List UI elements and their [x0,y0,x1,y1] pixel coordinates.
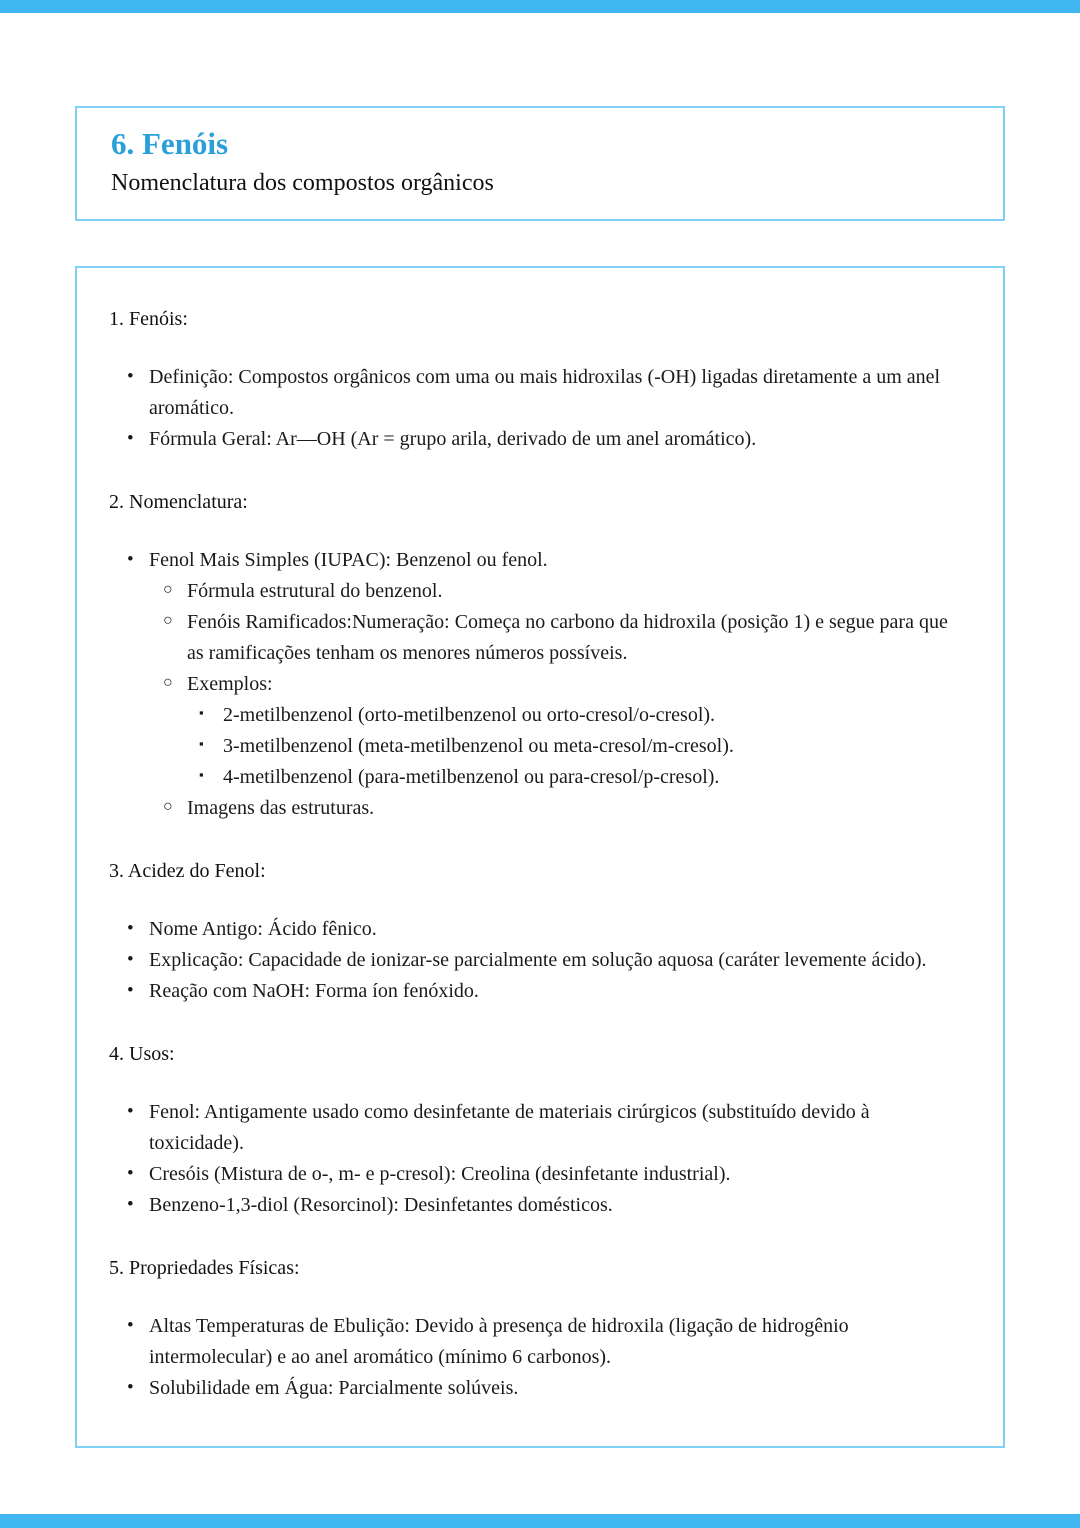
bullet-icon: ▪ [199,766,204,782]
section-heading: 4. Usos: [109,1042,175,1065]
list-item [109,607,969,669]
bullet-icon: • [127,979,134,1001]
bottom-accent-bar [0,1514,1080,1528]
page-title: 6. Fenóis [111,126,229,161]
bullet-icon: ▪ [199,704,204,720]
page-subtitle: Nomenclatura dos compostos orgânicos [111,169,494,196]
list-item-text: Fenol Mais Simples (IUPAC): Benzenol ou fenol. [149,548,548,571]
bullet-icon: • [127,1376,134,1398]
list-item [109,576,969,607]
bullet-icon: • [127,1100,134,1122]
notes-card [75,266,1005,1448]
list-item [109,1097,969,1159]
bullet-icon: • [127,917,134,939]
list-item-text: Imagens das estruturas. [187,796,375,819]
section [109,487,969,824]
list-item [109,362,969,424]
list-item-text: Definição: Compostos orgânicos com uma ou mais hidroxilas (-OH) ligadas diretamente a um anel aromático. [149,365,941,419]
bullet-icon: ○ [163,797,173,815]
list-item-text: Nome Antigo: Ácido fênico. [149,917,377,940]
list-item-text: Fórmula estrutural do benzenol. [187,579,443,602]
bullet-icon: ○ [163,673,173,691]
list-item-text: Fórmula Geral: Ar—OH (Ar = grupo arila, derivado de um anel aromático). [149,427,757,450]
list-item [109,1311,969,1373]
bullet-icon: • [127,948,134,970]
top-accent-bar [0,0,1080,13]
list-item-text: 4-metilbenzenol (para-metilbenzenol ou para-cresol/p-cresol). [223,765,720,788]
section [109,1253,969,1404]
list-item [109,762,969,793]
bullet-icon: • [127,1162,134,1184]
list-item [109,976,969,1007]
section [109,856,969,1007]
section-heading: 2. Nomenclatura: [109,490,248,513]
section-heading: 3. Acidez do Fenol: [109,859,266,882]
list-item-text: Fenóis Ramificados:Numeração: Começa no carbono da hidroxila (posição 1) e segue para que as ramificações tenham os menores números possíveis. [187,610,948,664]
list-item [109,1159,969,1190]
list-item-text: Exemplos: [187,672,273,695]
list-item-text: Explicação: Capacidade de ionizar-se parcialmente em solução aquosa (caráter levemente ácido). [149,948,927,971]
list-item [109,945,969,976]
list-item [109,731,969,762]
list-item-text: Fenol: Antigamente usado como desinfetante de materiais cirúrgicos (substituído devido à toxicidade). [149,1100,870,1154]
list-item [109,1190,969,1221]
section [109,1039,969,1221]
list-item [109,545,969,576]
section-heading: 1. Fenóis: [109,307,188,330]
list-item-text: Cresóis (Mistura de o-, m- e p-cresol): Creolina (desinfetante industrial). [149,1162,731,1185]
bullet-icon: ▪ [199,735,204,751]
list-item-text: Altas Temperaturas de Ebulição: Devido à presença de hidroxila (ligação de hidrogênio intermolecular) e ao anel aromático (mínimo 6 carbonos). [149,1314,849,1368]
bullet-icon: • [127,427,134,449]
list-item-text: 3-metilbenzenol (meta-metilbenzenol ou meta-cresol/m-cresol). [223,734,734,757]
bullet-icon: • [127,1314,134,1336]
list-item [109,669,969,700]
section [109,304,969,455]
list-item [109,700,969,731]
list-item-text: Reação com NaOH: Forma íon fenóxido. [149,979,479,1002]
sections [109,304,969,1404]
section-heading: 5. Propriedades Físicas: [109,1256,300,1279]
list-item [109,914,969,945]
list-item [109,1373,969,1404]
bullet-icon: • [127,1193,134,1215]
list-item-text: 2-metilbenzenol (orto-metilbenzenol ou orto-cresol/o-cresol). [223,703,716,726]
list-item-text: Benzeno-1,3-diol (Resorcinol): Desinfetantes domésticos. [149,1193,613,1216]
bullet-icon: ○ [163,611,173,629]
list-item [109,424,969,455]
list-item [109,793,969,824]
list-item-text: Solubilidade em Água: Parcialmente solúveis. [149,1376,519,1399]
bullet-icon: • [127,548,134,570]
bullet-icon: • [127,365,134,387]
title-card [75,106,1005,221]
bullet-icon: ○ [163,580,173,598]
